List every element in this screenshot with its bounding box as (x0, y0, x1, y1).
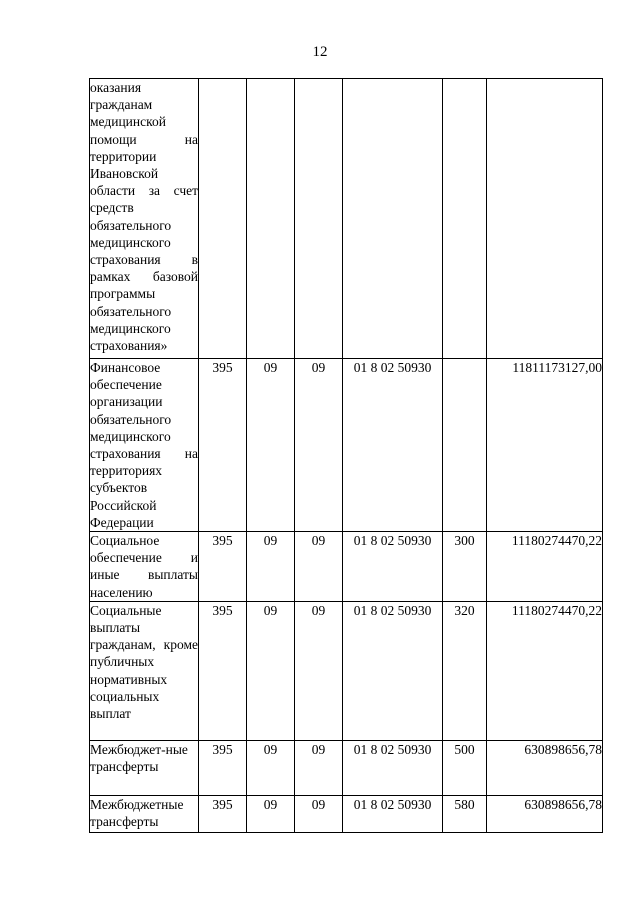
expense-type-cell: 580 (443, 795, 487, 832)
ministry-code-cell: 395 (199, 795, 247, 832)
amount-cell: 11180274470,22 (487, 532, 603, 602)
table-row (90, 532, 603, 602)
row-name-cell: Межбюджетные трансферты (90, 795, 199, 832)
amount-cell (487, 79, 603, 359)
table-row (90, 740, 603, 795)
target-article-cell: 01 8 02 50930 (343, 532, 443, 602)
target-article-cell: 01 8 02 50930 (343, 740, 443, 795)
amount-cell: 630898656,78 (487, 740, 603, 795)
table-row (90, 79, 603, 359)
row-name-cell: Межбюджет-ные трансферты (90, 740, 199, 795)
row-name-cell: Финансовое обеспечение организации обязательного медицинского страхования на территориях субъектов Российской Федерации (90, 360, 198, 530)
page-number: 12 (312, 44, 328, 60)
section-code-cell: 09 (247, 601, 295, 740)
table-row (90, 359, 603, 532)
row-name-cell: Социальное обеспечение и иные выплаты населению (90, 533, 198, 600)
section-code-cell (247, 79, 295, 359)
expense-type-cell (443, 79, 487, 359)
budget-table (89, 78, 603, 833)
section-code-cell: 09 (247, 532, 295, 602)
expense-type-cell: 300 (443, 532, 487, 602)
table-row (90, 795, 603, 832)
ministry-code-cell: 395 (199, 532, 247, 602)
expense-type-cell: 320 (443, 601, 487, 740)
subsection-code-cell: 09 (295, 601, 343, 740)
section-code-cell: 09 (247, 359, 295, 532)
expense-type-cell (443, 359, 487, 532)
subsection-code-cell: 09 (295, 532, 343, 602)
amount-cell: 11811173127,00 (487, 359, 603, 532)
target-article-cell (343, 79, 443, 359)
section-code-cell: 09 (247, 795, 295, 832)
target-article-cell: 01 8 02 50930 (343, 601, 443, 740)
target-article-cell: 01 8 02 50930 (343, 359, 443, 532)
ministry-code-cell: 395 (199, 359, 247, 532)
subsection-code-cell (295, 79, 343, 359)
amount-cell: 11180274470,22 (487, 601, 603, 740)
subsection-code-cell: 09 (295, 740, 343, 795)
row-name-cell: Социальные выплаты гражданам, кроме публичных нормативных социальных выплат (90, 601, 199, 740)
amount-cell: 630898656,78 (487, 795, 603, 832)
subsection-code-cell: 09 (295, 795, 343, 832)
subsection-code-cell: 09 (295, 359, 343, 532)
row-name-cell: оказания гражданам медицинской помощи на территории Ивановской области за счет средств обязательного медицинского страхования в рамках базовой программы обязательного медицинского страхования» (90, 79, 199, 359)
target-article-cell: 01 8 02 50930 (343, 795, 443, 832)
ministry-code-cell: 395 (199, 740, 247, 795)
section-code-cell: 09 (247, 740, 295, 795)
table-row (90, 601, 603, 740)
ministry-code-cell: 395 (199, 601, 247, 740)
ministry-code-cell (199, 79, 247, 359)
expense-type-cell: 500 (443, 740, 487, 795)
